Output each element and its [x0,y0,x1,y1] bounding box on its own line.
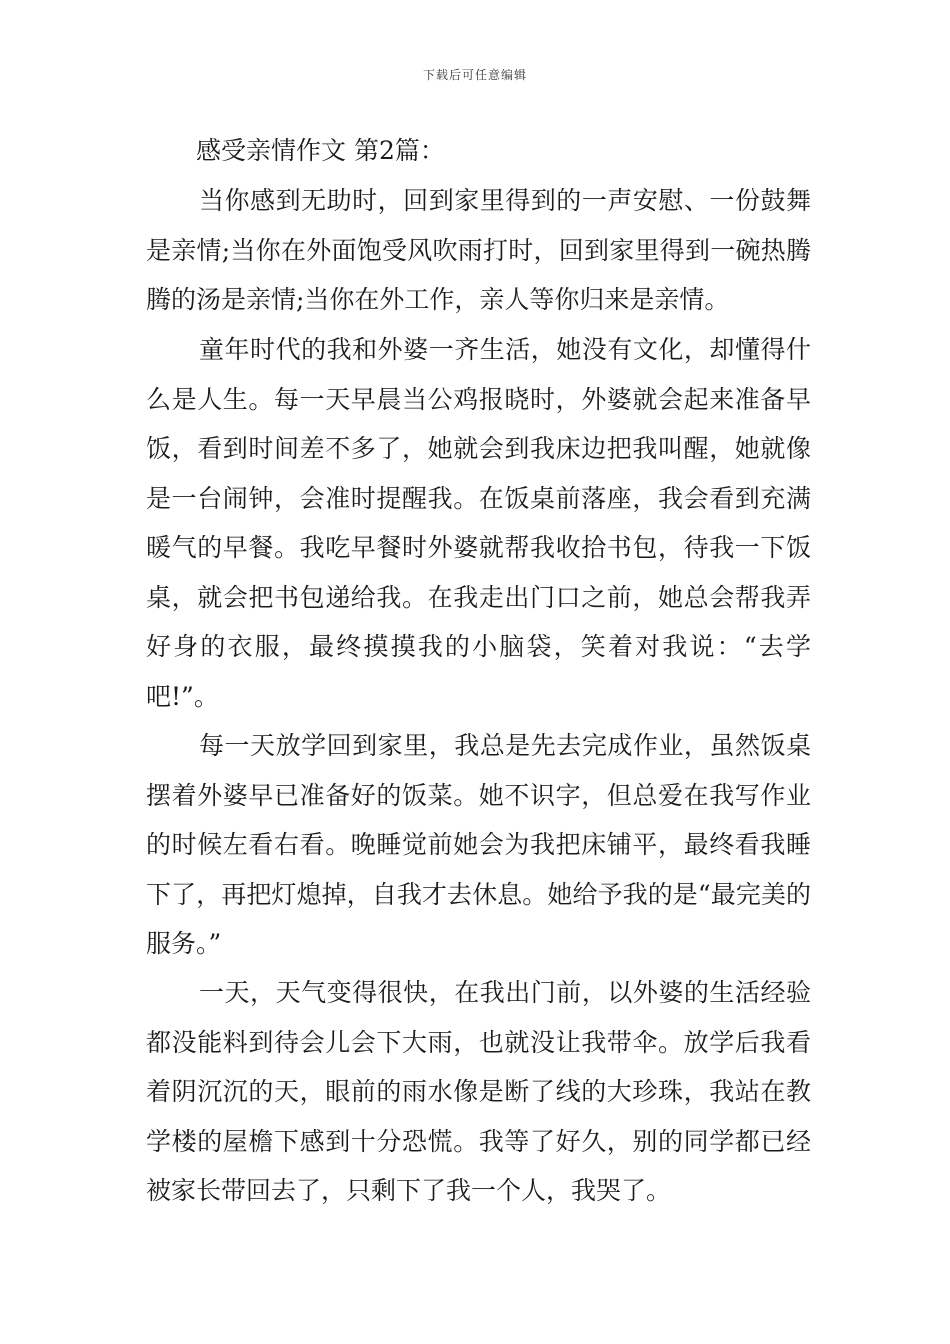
paragraph-2: 童年时代的我和外婆一齐生活，她没有文化，却懂得什么是人生。每一天早晨当公鸡报晓时，外婆就会起来准备早饭，看到时间差不多了，她就会到我床边把我叫醒，她就像是一台闹钟，会准时提醒我。在饭桌前落座，我会看到充满暖气的早餐。我吃早餐时外婆就帮我收拾书包，待我一下饭桌，就会把书包递给我。在我走出门口之前，她总会帮我弄好身的衣服，最终摸摸我的小脑袋，笑着对我说：“去学吧!”。 [146,335,811,711]
paragraph-1: 当你感到无助时，回到家里得到的一声安慰、一份鼓舞是亲情;当你在外面饱受风吹雨打时，回到家里得到一碗热腾腾的汤是亲情;当你在外工作，亲人等你归来是亲情。 [146,186,811,314]
page-header-note: 下载后可任意编辑 [422,68,527,82]
document-title: 感受亲情作文 第2篇： [196,136,445,165]
paragraph-4: 一天，天气变得很快，在我出门前，以外婆的生活经验都没能料到待会儿会下大雨，也就没让我带伞。放学后我看着阴沉沉的天，眼前的雨水像是断了线的大珍珠，我站在教学楼的屋檐下感到十分恐慌。我等了好久，别的同学都已经被家长带回去了，只剩下了我一个人，我哭了。 [146,978,811,1205]
paragraph-3: 每一天放学回到家里，我总是先去完成作业，虽然饭桌摆着外婆早已准备好的饭菜。她不识字，但总爱在我写作业的时候左看右看。晚睡觉前她会为我把床铺平，最终看我睡下了，再把灯熄掉，自我才去休息。她给予我的是“最完美的服务。” [146,731,811,958]
